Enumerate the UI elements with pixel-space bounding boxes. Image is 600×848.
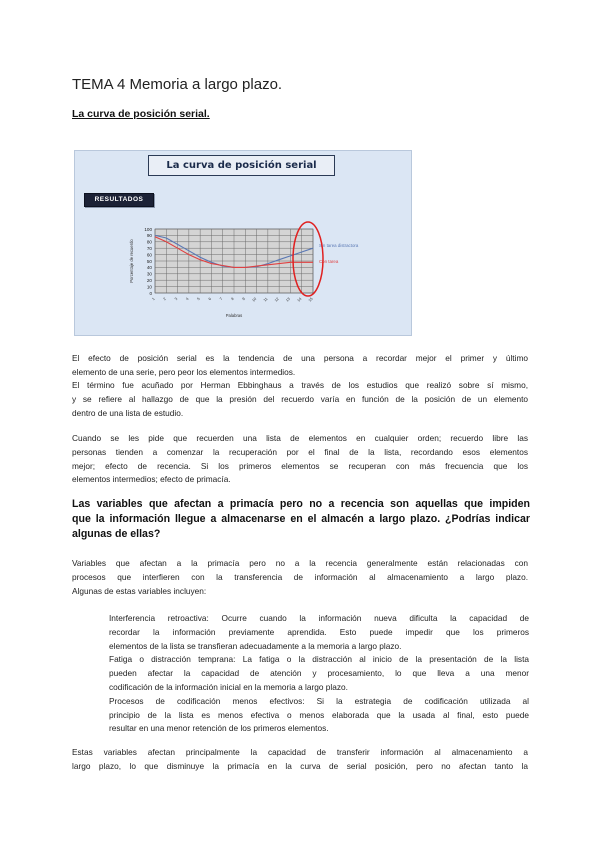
y-tick-label: 20 bbox=[146, 278, 152, 283]
serial-position-figure bbox=[74, 150, 412, 336]
y-tick-label: 60 bbox=[146, 252, 152, 258]
x-tick-label: 12 bbox=[274, 296, 280, 303]
list-item bbox=[109, 695, 529, 736]
text-line: pueden afectar la capacidad de atención y procesamiento, lo que lleva a una menor bbox=[109, 668, 529, 679]
text-line: El efecto de posición serial es la tendencia de una persona a recordar mejor el primer y último bbox=[72, 353, 528, 363]
x-tick-label: 13 bbox=[285, 296, 292, 303]
x-tick-label: 10 bbox=[251, 296, 258, 303]
paragraph-free-recall bbox=[72, 432, 528, 487]
text-line: elementos intermedios; efecto de primacía. bbox=[72, 474, 231, 485]
y-tick-label: 50 bbox=[146, 258, 152, 264]
paragraph-variables-intro bbox=[72, 557, 528, 598]
serial-position-chart bbox=[75, 151, 411, 335]
results-badge: RESULTADOS bbox=[84, 193, 154, 207]
x-tick-label: 5 bbox=[196, 296, 201, 302]
text-line: resultar en una menor retención de los primeros elementos. bbox=[109, 723, 329, 734]
text-line: Fatiga o distracción temprana: La fatiga o la distracción al inicio de la presentación de la lista bbox=[109, 654, 529, 665]
text-line: recordar la información previamente aprendida. Esto puede impedir que los primeros bbox=[109, 626, 529, 637]
x-tick-label: 14 bbox=[296, 296, 303, 303]
y-tick-label: 30 bbox=[146, 271, 152, 277]
text-line: largo plazo, lo que disminuye la primacía en la curva de serial posición, pero no afectan tanto la bbox=[72, 760, 528, 771]
series-label: Sin tarea distractora bbox=[319, 243, 359, 248]
x-tick-label: 11 bbox=[262, 296, 269, 303]
paragraph-ebbinghaus bbox=[72, 379, 528, 420]
text-line: codificación de la información inicial en la memoria a largo plazo. bbox=[109, 681, 348, 692]
x-tick-label: 2 bbox=[162, 296, 167, 302]
y-tick-label: 90 bbox=[146, 233, 152, 239]
text-line: El término fue acuñado por Herman Ebbinghaus a través de los estudios que realizó sobre sí mismo, bbox=[72, 380, 528, 390]
list-item bbox=[109, 612, 529, 653]
text-line: elemento de una serie, pero peor los elementos intermedios. bbox=[72, 366, 296, 377]
text-line: Las variables que afectan a primacía pero no a recencia son aquellas que impiden bbox=[72, 498, 530, 510]
text-line: dentro de una lista de estudio. bbox=[72, 407, 184, 418]
variables-list bbox=[109, 612, 529, 736]
text-line: elementos de la lista se transfieran adecuadamente a la memoria a largo plazo. bbox=[109, 640, 402, 651]
x-axis-label: Palabras bbox=[225, 313, 243, 318]
y-tick-label: 10 bbox=[146, 284, 152, 290]
x-tick-label: 15 bbox=[307, 296, 314, 303]
y-tick-label: 100 bbox=[144, 226, 152, 232]
y-tick-label: 70 bbox=[146, 246, 152, 251]
text-line: mejor; efecto de recencia. Si los primeros elementos se recuperan con más frecuencia que los bbox=[72, 460, 528, 471]
text-line: Variables que afectan a la primacía pero no a la recencia generalmente están relacionadas con bbox=[72, 558, 528, 568]
text-line: procesos que interfieren con la transferencia de información al almacenamiento a largo plazo. bbox=[72, 571, 528, 582]
text-line: que la información llegue a almacenarse en el almacén a largo plazo. ¿Podrías indicar bbox=[72, 513, 530, 525]
page-title: TEMA 4 Memoria a largo plazo. bbox=[72, 76, 283, 93]
text-line: personas tienden a comenzar la recuperación por el final de la lista, recordando esos elementos bbox=[72, 446, 528, 457]
text-line: Estas variables afectan principalmente la capacidad de transferir información al almacenamiento a bbox=[72, 747, 528, 757]
x-tick-label: 6 bbox=[207, 296, 213, 302]
paragraph-conclusion bbox=[72, 746, 528, 774]
text-line: Cuando se les pide que recuerden una lista de elementos en cualquier orden; recuerdo libre las bbox=[72, 433, 528, 443]
x-tick-label: 7 bbox=[219, 296, 224, 302]
text-line: Algunas de estas variables incluyen: bbox=[72, 585, 207, 596]
y-axis-label: Porcentaje de recuerdo bbox=[129, 239, 134, 283]
text-line: Interferencia retroactiva: Ocurre cuando la información nueva dificulta la capacidad de bbox=[109, 613, 529, 623]
text-line: principio de la lista es menos efectiva o menos elaborada que la usada al final, esto puede bbox=[109, 709, 529, 720]
list-item bbox=[109, 653, 529, 694]
series-label: Con tarea bbox=[319, 259, 339, 264]
text-line: y se refiere al hallazgo de que la presión del recuerdo varía en función de la posición de un elemento bbox=[72, 393, 528, 404]
x-tick-label: 9 bbox=[241, 296, 246, 302]
y-tick-label: 40 bbox=[146, 265, 152, 271]
x-tick-label: 3 bbox=[173, 296, 179, 302]
question-heading bbox=[72, 497, 530, 542]
paragraph-definition bbox=[72, 352, 528, 380]
figure-banner: La curva de posición serial bbox=[148, 155, 335, 176]
y-tick-label: 80 bbox=[146, 239, 152, 245]
x-tick-label: 4 bbox=[185, 296, 190, 302]
text-line: Procesos de codificación menos efectivos: Si la estrategia de codificación utilizada al bbox=[109, 695, 529, 706]
text-line: algunas de ellas? bbox=[72, 528, 161, 540]
section-heading: La curva de posición serial. bbox=[72, 108, 210, 120]
x-tick-label: 1 bbox=[151, 296, 156, 302]
x-tick-label: 8 bbox=[230, 296, 235, 302]
y-tick-label: 0 bbox=[149, 290, 152, 296]
